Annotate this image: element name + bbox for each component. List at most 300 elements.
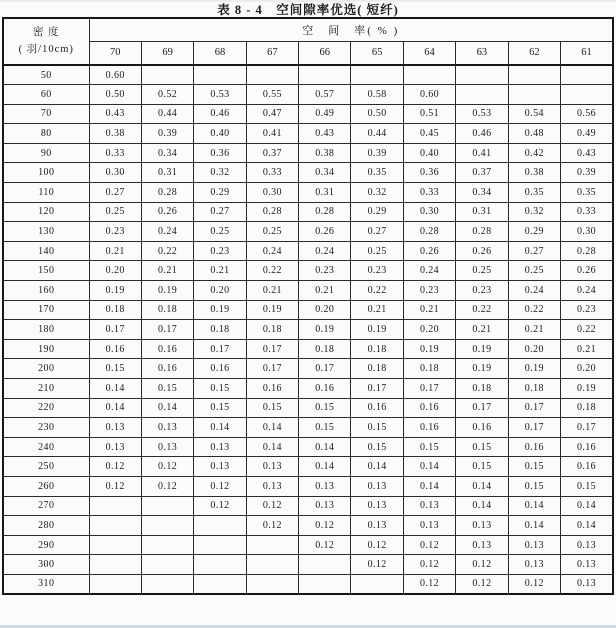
value-cell xyxy=(456,65,508,85)
column-header: 69 xyxy=(141,41,193,65)
value-cell: 0.17 xyxy=(403,379,455,399)
table-header xyxy=(3,18,613,65)
value-cell: 0.16 xyxy=(561,457,613,477)
table-body xyxy=(3,65,613,594)
value-cell: 0.14 xyxy=(561,496,613,516)
value-cell: 0.44 xyxy=(351,124,403,144)
value-cell: 0.57 xyxy=(299,85,351,105)
value-cell: 0.20 xyxy=(403,320,455,340)
value-cell: 0.32 xyxy=(194,163,246,183)
value-cell: 0.24 xyxy=(561,281,613,301)
density-cell: 80 xyxy=(3,124,89,144)
value-cell: 0.31 xyxy=(141,163,193,183)
value-cell: 0.43 xyxy=(89,104,141,124)
value-cell: 0.23 xyxy=(403,281,455,301)
value-cell: 0.34 xyxy=(299,163,351,183)
value-cell: 0.36 xyxy=(403,163,455,183)
value-cell: 0.58 xyxy=(351,85,403,105)
value-cell: 0.34 xyxy=(456,183,508,203)
value-cell: 0.15 xyxy=(299,418,351,438)
value-cell: 0.25 xyxy=(89,202,141,222)
value-cell: 0.17 xyxy=(141,320,193,340)
value-cell: 0.18 xyxy=(508,379,560,399)
value-cell: 0.14 xyxy=(456,476,508,496)
table-row xyxy=(3,398,613,418)
value-cell: 0.13 xyxy=(141,437,193,457)
value-cell: 0.13 xyxy=(561,555,613,575)
value-cell: 0.47 xyxy=(246,104,298,124)
value-cell: 0.18 xyxy=(403,359,455,379)
value-cell xyxy=(403,65,455,85)
value-cell: 0.49 xyxy=(299,104,351,124)
table-row xyxy=(3,65,613,85)
value-cell xyxy=(508,65,560,85)
value-cell: 0.13 xyxy=(351,476,403,496)
value-cell: 0.14 xyxy=(508,496,560,516)
value-cell: 0.34 xyxy=(141,143,193,163)
density-cell: 120 xyxy=(3,202,89,222)
value-cell: 0.16 xyxy=(246,379,298,399)
value-cell: 0.13 xyxy=(456,516,508,536)
value-cell: 0.28 xyxy=(141,183,193,203)
density-cell: 300 xyxy=(3,555,89,575)
value-cell: 0.13 xyxy=(194,437,246,457)
value-cell xyxy=(141,516,193,536)
value-cell xyxy=(561,65,613,85)
table-row xyxy=(3,437,613,457)
value-cell: 0.18 xyxy=(141,300,193,320)
value-cell: 0.16 xyxy=(194,359,246,379)
value-cell: 0.12 xyxy=(403,555,455,575)
value-cell xyxy=(351,65,403,85)
value-cell xyxy=(246,535,298,555)
value-cell: 0.18 xyxy=(246,320,298,340)
value-cell: 0.12 xyxy=(299,516,351,536)
value-cell: 0.15 xyxy=(456,437,508,457)
density-cell: 70 xyxy=(3,104,89,124)
scan-edge-top xyxy=(0,0,616,2)
value-cell xyxy=(141,555,193,575)
value-cell: 0.19 xyxy=(456,359,508,379)
value-cell: 0.13 xyxy=(194,457,246,477)
value-cell: 0.21 xyxy=(561,339,613,359)
value-cell: 0.27 xyxy=(508,241,560,261)
value-cell: 0.15 xyxy=(89,359,141,379)
table-row xyxy=(3,241,613,261)
value-cell: 0.19 xyxy=(561,379,613,399)
value-cell: 0.17 xyxy=(508,398,560,418)
value-cell: 0.33 xyxy=(246,163,298,183)
value-cell: 0.15 xyxy=(351,418,403,438)
value-cell: 0.14 xyxy=(89,398,141,418)
value-cell xyxy=(89,555,141,575)
value-cell: 0.18 xyxy=(89,300,141,320)
table-row xyxy=(3,457,613,477)
value-cell: 0.14 xyxy=(508,516,560,536)
value-cell: 0.13 xyxy=(508,535,560,555)
value-cell: 0.17 xyxy=(456,398,508,418)
value-cell: 0.24 xyxy=(299,241,351,261)
value-cell: 0.17 xyxy=(508,418,560,438)
value-cell: 0.16 xyxy=(561,437,613,457)
value-cell: 0.16 xyxy=(403,398,455,418)
value-cell: 0.15 xyxy=(299,398,351,418)
value-cell: 0.26 xyxy=(141,202,193,222)
table-row xyxy=(3,555,613,575)
value-cell: 0.23 xyxy=(299,261,351,281)
value-cell: 0.28 xyxy=(246,202,298,222)
value-cell: 0.35 xyxy=(561,183,613,203)
value-cell: 0.12 xyxy=(89,476,141,496)
value-cell: 0.40 xyxy=(403,143,455,163)
value-cell: 0.38 xyxy=(508,163,560,183)
column-header: 68 xyxy=(194,41,246,65)
value-cell: 0.23 xyxy=(194,241,246,261)
density-cell: 130 xyxy=(3,222,89,242)
value-cell: 0.43 xyxy=(561,143,613,163)
value-cell: 0.18 xyxy=(351,359,403,379)
density-cell: 210 xyxy=(3,379,89,399)
value-cell: 0.15 xyxy=(456,457,508,477)
value-cell xyxy=(89,574,141,594)
value-cell: 0.27 xyxy=(351,222,403,242)
value-cell: 0.17 xyxy=(246,339,298,359)
value-cell: 0.41 xyxy=(246,124,298,144)
value-cell: 0.12 xyxy=(141,476,193,496)
value-cell: 0.30 xyxy=(561,222,613,242)
table-row xyxy=(3,339,613,359)
value-cell: 0.13 xyxy=(456,535,508,555)
value-cell: 0.30 xyxy=(89,163,141,183)
column-header: 64 xyxy=(403,41,455,65)
value-cell xyxy=(194,516,246,536)
table-row xyxy=(3,300,613,320)
value-cell: 0.20 xyxy=(299,300,351,320)
value-cell: 0.13 xyxy=(351,496,403,516)
value-cell: 0.37 xyxy=(246,143,298,163)
value-cell: 0.31 xyxy=(456,202,508,222)
space-rate-header-cell: 空 间 率( % ) xyxy=(89,18,613,41)
value-cell: 0.21 xyxy=(194,261,246,281)
table-row xyxy=(3,496,613,516)
value-cell: 0.29 xyxy=(194,183,246,203)
value-cell: 0.28 xyxy=(403,222,455,242)
value-cell xyxy=(89,516,141,536)
table-row xyxy=(3,143,613,163)
value-cell: 0.28 xyxy=(456,222,508,242)
value-cell: 0.15 xyxy=(141,379,193,399)
value-cell: 0.19 xyxy=(456,339,508,359)
value-cell: 0.22 xyxy=(456,300,508,320)
value-cell: 0.26 xyxy=(299,222,351,242)
density-cell: 230 xyxy=(3,418,89,438)
column-header-row xyxy=(3,41,613,65)
value-cell: 0.24 xyxy=(141,222,193,242)
value-cell: 0.28 xyxy=(561,241,613,261)
value-cell xyxy=(299,574,351,594)
value-cell: 0.21 xyxy=(246,281,298,301)
value-cell: 0.19 xyxy=(299,320,351,340)
value-cell: 0.18 xyxy=(351,339,403,359)
value-cell: 0.18 xyxy=(194,320,246,340)
value-cell: 0.38 xyxy=(299,143,351,163)
value-cell: 0.21 xyxy=(299,281,351,301)
value-cell: 0.18 xyxy=(299,339,351,359)
value-cell: 0.16 xyxy=(403,418,455,438)
value-cell: 0.49 xyxy=(561,124,613,144)
value-cell: 0.54 xyxy=(508,104,560,124)
value-cell: 0.12 xyxy=(403,574,455,594)
value-cell: 0.30 xyxy=(403,202,455,222)
value-cell: 0.13 xyxy=(299,496,351,516)
table-row xyxy=(3,379,613,399)
value-cell: 0.12 xyxy=(351,535,403,555)
table-row xyxy=(3,535,613,555)
density-cell: 280 xyxy=(3,516,89,536)
value-cell: 0.38 xyxy=(89,124,141,144)
value-cell: 0.39 xyxy=(141,124,193,144)
value-cell: 0.20 xyxy=(508,339,560,359)
group-header-row xyxy=(3,18,613,41)
value-cell: 0.26 xyxy=(456,241,508,261)
column-header: 70 xyxy=(89,41,141,65)
table-row xyxy=(3,418,613,438)
value-cell: 0.12 xyxy=(246,496,298,516)
value-cell: 0.50 xyxy=(89,85,141,105)
value-cell: 0.33 xyxy=(89,143,141,163)
value-cell xyxy=(141,574,193,594)
density-cell: 290 xyxy=(3,535,89,555)
value-cell: 0.29 xyxy=(351,202,403,222)
value-cell: 0.19 xyxy=(508,359,560,379)
value-cell xyxy=(194,555,246,575)
value-cell: 0.21 xyxy=(403,300,455,320)
value-cell xyxy=(246,65,298,85)
density-space-rate-table xyxy=(2,17,614,595)
value-cell xyxy=(561,85,613,105)
table-row xyxy=(3,124,613,144)
density-cell: 190 xyxy=(3,339,89,359)
value-cell: 0.27 xyxy=(89,183,141,203)
value-cell xyxy=(89,496,141,516)
value-cell: 0.18 xyxy=(561,398,613,418)
value-cell: 0.32 xyxy=(508,202,560,222)
value-cell: 0.14 xyxy=(403,476,455,496)
value-cell: 0.33 xyxy=(403,183,455,203)
value-cell: 0.22 xyxy=(141,241,193,261)
density-cell: 180 xyxy=(3,320,89,340)
table-row xyxy=(3,85,613,105)
value-cell: 0.19 xyxy=(194,300,246,320)
value-cell: 0.25 xyxy=(194,222,246,242)
value-cell xyxy=(141,496,193,516)
density-cell: 60 xyxy=(3,85,89,105)
value-cell: 0.17 xyxy=(351,379,403,399)
value-cell: 0.41 xyxy=(456,143,508,163)
table-row xyxy=(3,183,613,203)
table-row xyxy=(3,202,613,222)
value-cell xyxy=(194,65,246,85)
value-cell: 0.20 xyxy=(561,359,613,379)
value-cell: 0.26 xyxy=(403,241,455,261)
value-cell: 0.15 xyxy=(561,476,613,496)
value-cell xyxy=(246,574,298,594)
value-cell xyxy=(456,85,508,105)
value-cell: 0.17 xyxy=(194,339,246,359)
value-cell xyxy=(299,555,351,575)
value-cell: 0.14 xyxy=(194,418,246,438)
value-cell: 0.48 xyxy=(508,124,560,144)
value-cell: 0.35 xyxy=(351,163,403,183)
value-cell: 0.14 xyxy=(299,457,351,477)
value-cell: 0.25 xyxy=(456,261,508,281)
value-cell: 0.15 xyxy=(246,398,298,418)
value-cell: 0.14 xyxy=(351,457,403,477)
value-cell: 0.12 xyxy=(141,457,193,477)
value-cell xyxy=(194,535,246,555)
value-cell: 0.19 xyxy=(141,281,193,301)
density-cell: 90 xyxy=(3,143,89,163)
value-cell: 0.14 xyxy=(246,418,298,438)
value-cell: 0.26 xyxy=(561,261,613,281)
table-row xyxy=(3,516,613,536)
value-cell: 0.50 xyxy=(351,104,403,124)
table-row xyxy=(3,574,613,594)
value-cell: 0.12 xyxy=(89,457,141,477)
density-header-label: 密 度 xyxy=(32,26,60,38)
value-cell: 0.46 xyxy=(456,124,508,144)
value-cell: 0.55 xyxy=(246,85,298,105)
density-header-cell xyxy=(3,18,89,65)
value-cell: 0.16 xyxy=(299,379,351,399)
value-cell: 0.25 xyxy=(351,241,403,261)
value-cell: 0.12 xyxy=(403,535,455,555)
value-cell: 0.42 xyxy=(508,143,560,163)
value-cell: 0.22 xyxy=(561,320,613,340)
value-cell: 0.16 xyxy=(456,418,508,438)
value-cell: 0.19 xyxy=(246,300,298,320)
value-cell: 0.18 xyxy=(456,379,508,399)
density-cell: 100 xyxy=(3,163,89,183)
value-cell: 0.17 xyxy=(89,320,141,340)
value-cell: 0.30 xyxy=(246,183,298,203)
value-cell: 0.28 xyxy=(299,202,351,222)
value-cell: 0.23 xyxy=(351,261,403,281)
value-cell: 0.24 xyxy=(246,241,298,261)
value-cell xyxy=(508,85,560,105)
value-cell: 0.27 xyxy=(194,202,246,222)
value-cell: 0.35 xyxy=(508,183,560,203)
column-header: 61 xyxy=(561,41,613,65)
value-cell: 0.33 xyxy=(561,202,613,222)
table-row xyxy=(3,163,613,183)
value-cell: 0.13 xyxy=(89,437,141,457)
value-cell: 0.16 xyxy=(351,398,403,418)
value-cell: 0.13 xyxy=(299,476,351,496)
value-cell: 0.21 xyxy=(89,241,141,261)
value-cell: 0.15 xyxy=(194,398,246,418)
density-cell: 250 xyxy=(3,457,89,477)
value-cell: 0.23 xyxy=(456,281,508,301)
value-cell: 0.14 xyxy=(561,516,613,536)
value-cell xyxy=(246,555,298,575)
value-cell: 0.15 xyxy=(508,457,560,477)
value-cell: 0.19 xyxy=(89,281,141,301)
value-cell xyxy=(89,535,141,555)
value-cell: 0.16 xyxy=(508,437,560,457)
value-cell: 0.13 xyxy=(89,418,141,438)
density-header-unit: ( 羽/10cm) xyxy=(18,43,74,55)
value-cell: 0.12 xyxy=(299,535,351,555)
value-cell: 0.43 xyxy=(299,124,351,144)
value-cell: 0.16 xyxy=(141,359,193,379)
value-cell: 0.51 xyxy=(403,104,455,124)
table-row xyxy=(3,261,613,281)
value-cell: 0.13 xyxy=(508,555,560,575)
value-cell: 0.17 xyxy=(246,359,298,379)
table-row xyxy=(3,359,613,379)
value-cell: 0.60 xyxy=(403,85,455,105)
value-cell: 0.12 xyxy=(456,574,508,594)
value-cell: 0.13 xyxy=(246,476,298,496)
density-cell: 260 xyxy=(3,476,89,496)
density-cell: 110 xyxy=(3,183,89,203)
value-cell: 0.12 xyxy=(246,516,298,536)
density-cell: 220 xyxy=(3,398,89,418)
density-cell: 270 xyxy=(3,496,89,516)
table-title: 表 8 - 4 空间隙率优选( 短纤) xyxy=(217,3,399,17)
value-cell: 0.21 xyxy=(351,300,403,320)
value-cell: 0.24 xyxy=(403,261,455,281)
value-cell xyxy=(194,574,246,594)
value-cell: 0.22 xyxy=(508,300,560,320)
value-cell: 0.17 xyxy=(561,418,613,438)
table-row xyxy=(3,320,613,340)
density-cell: 200 xyxy=(3,359,89,379)
table-row xyxy=(3,222,613,242)
value-cell: 0.15 xyxy=(351,437,403,457)
value-cell: 0.19 xyxy=(351,320,403,340)
value-cell: 0.53 xyxy=(456,104,508,124)
table-row xyxy=(3,281,613,301)
value-cell xyxy=(299,65,351,85)
density-cell: 310 xyxy=(3,574,89,594)
value-cell: 0.16 xyxy=(89,339,141,359)
value-cell: 0.13 xyxy=(141,418,193,438)
column-header: 62 xyxy=(508,41,560,65)
value-cell: 0.24 xyxy=(508,281,560,301)
value-cell: 0.25 xyxy=(246,222,298,242)
value-cell: 0.15 xyxy=(508,476,560,496)
value-cell: 0.12 xyxy=(351,555,403,575)
value-cell: 0.12 xyxy=(194,496,246,516)
value-cell: 0.13 xyxy=(246,457,298,477)
value-cell: 0.15 xyxy=(403,437,455,457)
density-cell: 140 xyxy=(3,241,89,261)
column-header: 65 xyxy=(351,41,403,65)
table-row xyxy=(3,104,613,124)
value-cell: 0.12 xyxy=(456,555,508,575)
value-cell: 0.32 xyxy=(351,183,403,203)
value-cell: 0.45 xyxy=(403,124,455,144)
value-cell: 0.22 xyxy=(246,261,298,281)
value-cell: 0.37 xyxy=(456,163,508,183)
column-header: 67 xyxy=(246,41,298,65)
value-cell: 0.56 xyxy=(561,104,613,124)
value-cell xyxy=(351,574,403,594)
value-cell: 0.13 xyxy=(403,496,455,516)
value-cell: 0.15 xyxy=(194,379,246,399)
